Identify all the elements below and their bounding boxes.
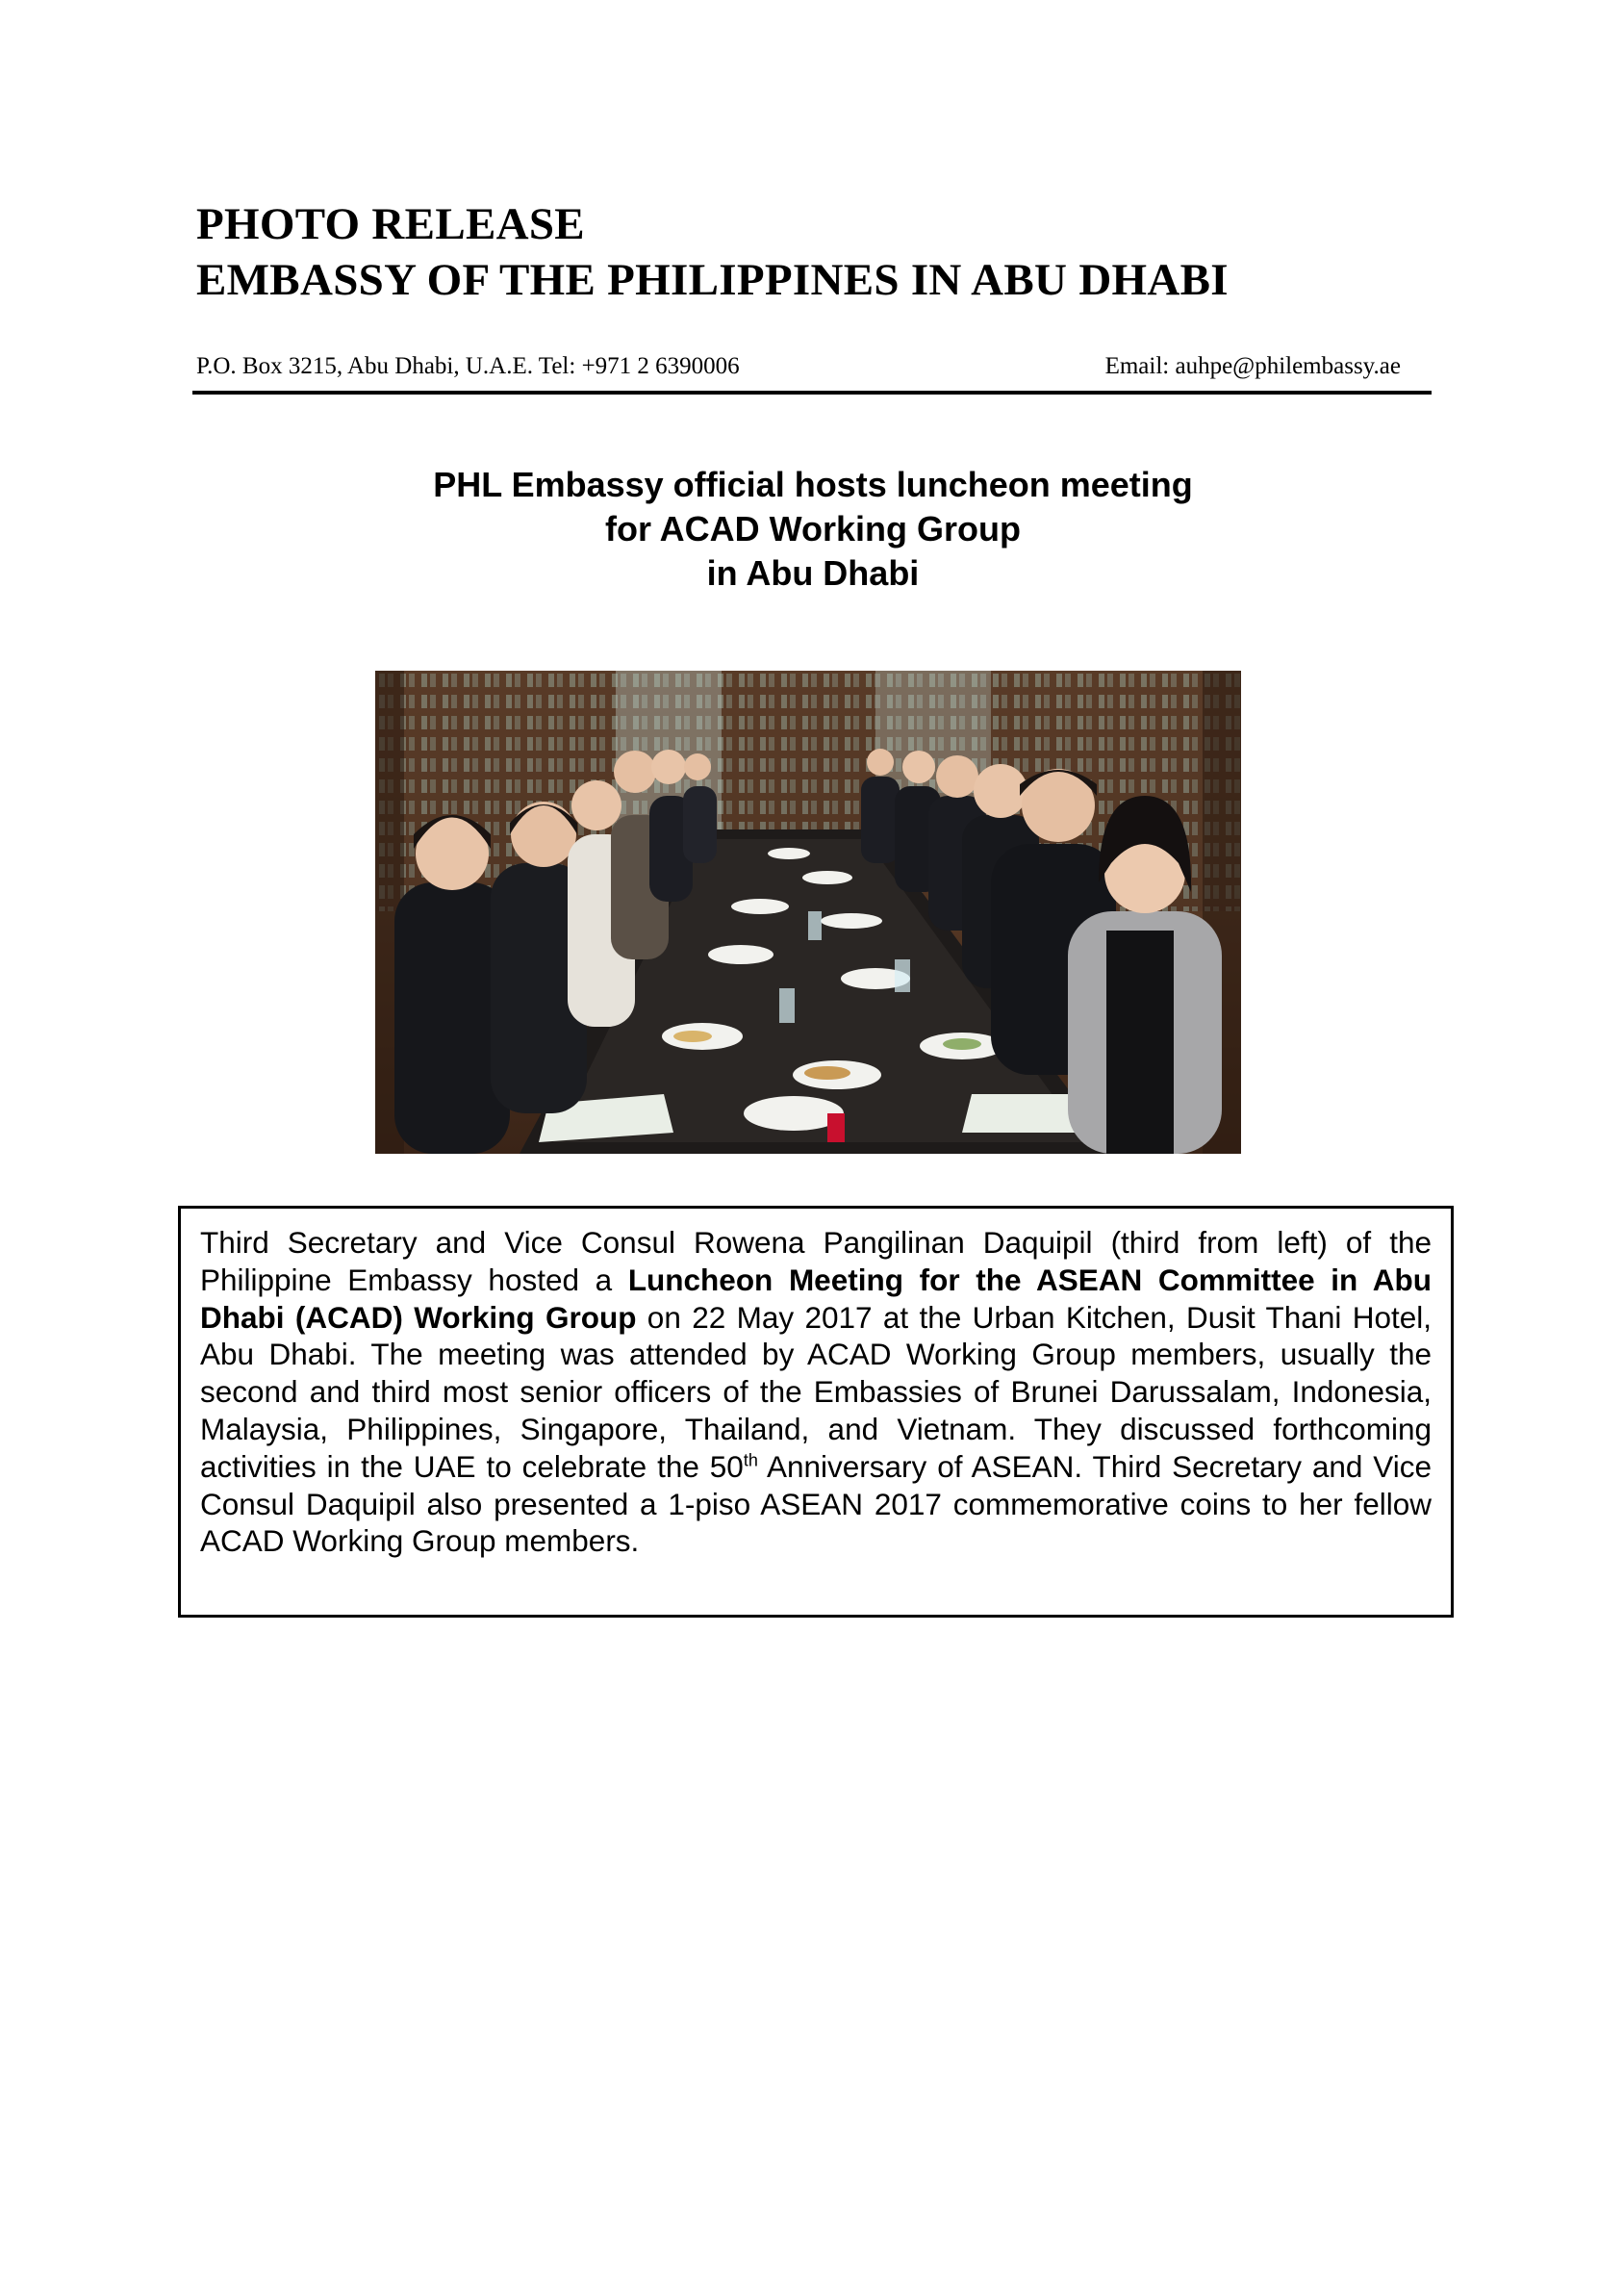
caption-intro: Third Secretary and Vice Consul Rowena Pangilinan Daquipil (third from left) of the Philippine Embassy hosted a — [200, 1225, 1432, 1297]
headline-line-2: for ACAD Working Group — [605, 509, 1021, 548]
article-headline — [327, 463, 1299, 596]
release-type-title: PHOTO RELEASE — [196, 199, 585, 249]
caption-closing: Anniversary of ASEAN. Third Secretary and Vice Consul Daquipil also presented a 1-piso ASEAN 2017 commemorative coins to her fellow ACAD Working Group members. — [200, 1448, 1432, 1559]
photo-caption — [200, 1224, 1432, 1560]
caption-box — [178, 1206, 1454, 1618]
caption-details: on 22 May 2017 at the Urban Kitchen, Dusit Thani Hotel, Abu Dhabi. The meeting was attended by ACAD Working Group members, usually the second and third most senior officers of the Embassies of Brunei Darussalam, Indonesia, Malaysia, Philippines, Singapore, Thailand, and Vietnam. They discussed forthcoming activities in the UAE to celebrate the 50 — [200, 1299, 1432, 1484]
release-header — [196, 196, 1447, 308]
caption-ordinal-suffix: th — [743, 1450, 758, 1470]
headline-line-3: in Abu Dhabi — [706, 553, 920, 593]
group-luncheon-photo — [375, 671, 1241, 1154]
headline-line-1: PHL Embassy official hosts luncheon meeting — [433, 465, 1193, 504]
contact-address: P.O. Box 3215, Abu Dhabi, U.A.E. Tel: +971 2 6390006 — [196, 353, 740, 379]
embassy-name: EMBASSY OF THE PHILIPPINES IN ABU DHABI — [196, 255, 1229, 305]
header-divider — [192, 391, 1432, 395]
caption-event-name: Luncheon Meeting for the ASEAN Committee in Abu Dhabi (ACAD) Working Group — [200, 1262, 1432, 1335]
contact-email: Email: auhpe@philembassy.ae — [1104, 353, 1401, 379]
